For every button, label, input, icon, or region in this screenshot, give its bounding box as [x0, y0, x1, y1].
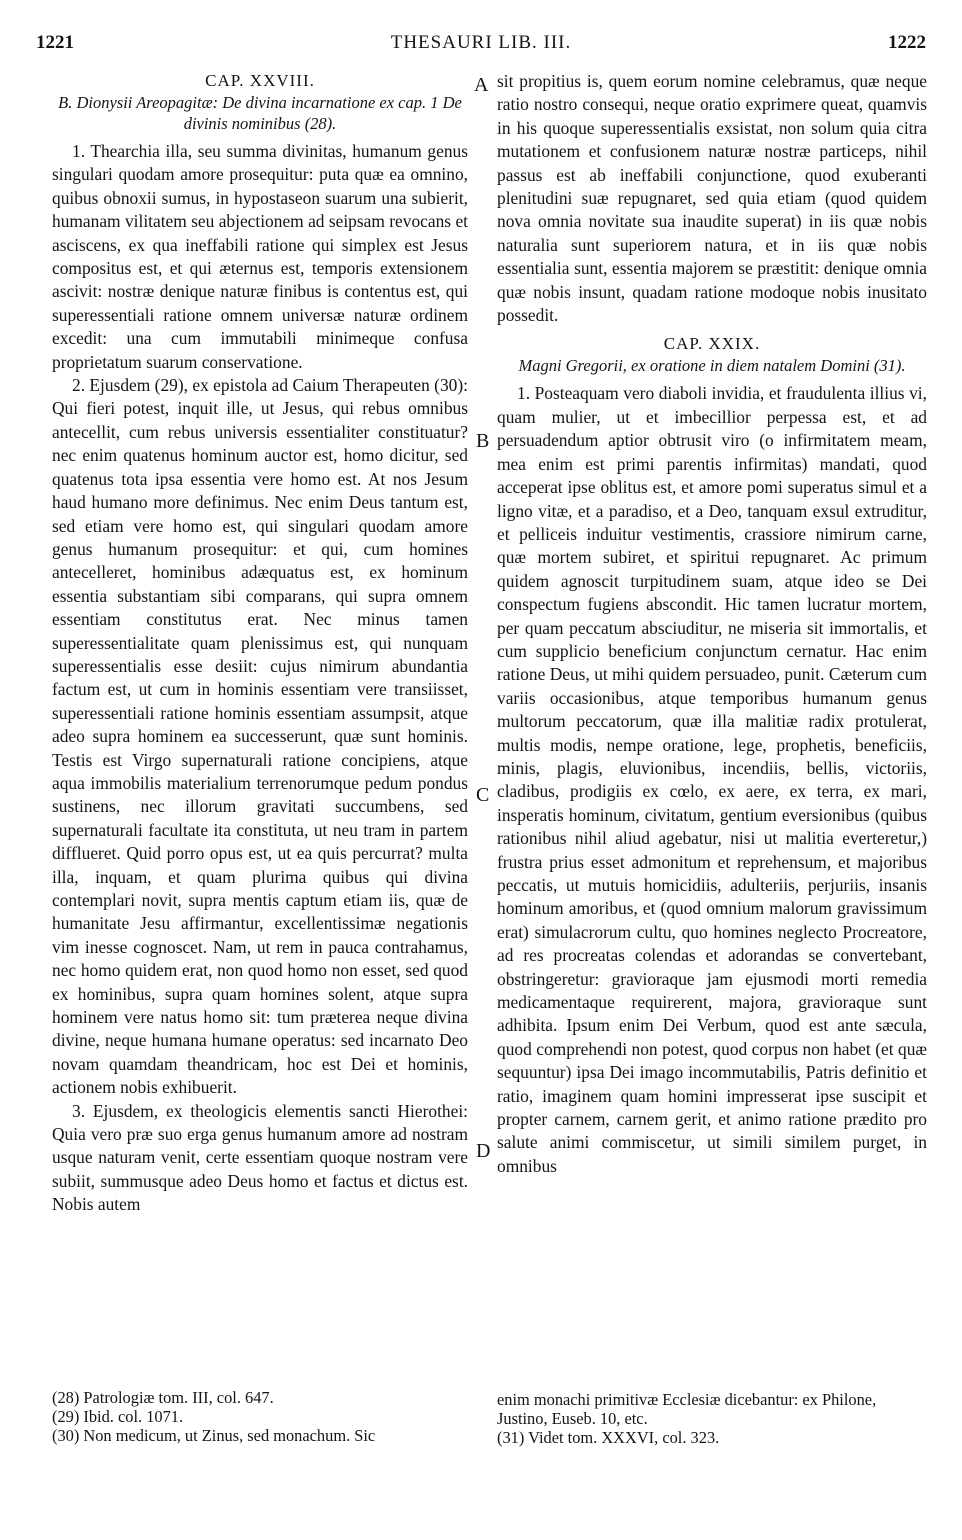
paragraph: 2. Ejusdem (29), ex epistola ad Caium Therapeuten (30): Qui fieri potest, inquit ille, ut Jesus, qui rebus omnibus antecellit, cum rebus universis essentialiter constituatur? nec enim quatenus hominum auctor est, homo dicitur, sed quatenus tota ipsa essentia vere homo est. At nos Jesum haud humano more definimus. Nec enim Deus tantum est, sed etiam vere homo est, qui singulari quodam amore genus humanum prosequitur: et qui, cum homines antecelleret, hominibus adæquatus est, ex hominum essentia substantiam sibi comparans, qui supra omnem essentiam constitutus erat. Nec minus tamen superessentialitate quam plenissimus est, qui nunquam superessentialis esse desiit: cujus nimirum abundantia factum est, ut cum in hominis essentiam vere transiisset, superessentiali ratione hominis essentiam assumpsit, atque adeo supra hominem ea successerunt, quæ sunt hominis. Testis est Virgo supernaturali ratione concipiens, atque aqua immobilis materialium terrenorumque pedum pondus sustinens, nec illorum gravitati succumbens, sed supernaturali facultate ita constituta, ut neu tram in partem difflueret. Quid porro opus est, ut ea quis percurrat? multa illa, inquam, et quam plurima quibus qui divina contemplari novit, supra mentis captum etiam iis, quæ de humanitate Jesu affirmantur, excellentissimæ negationis vim inesse cognoscet. Nam, ut rem in pauca contrahamus, nec homo quidem erat, non quod homo non esset, sed quod ex hominibus, supra quam homines solent, atque supra hominem vere natus homo sit: tum præterea neque divina divine, neque humana humane operatus: sed incarnato Deo novam quamdam theandricam, hoc est Dei et hominis, actionem nobis exhibuerit.	[52, 375, 468, 1098]
footnote: (30) Non medicum, ut Zinus, sed monachum. Sic	[52, 1426, 376, 1445]
chapter-heading: CAP. XXIX.	[663, 334, 761, 354]
chapter-heading: CAP. XXVIII.	[205, 71, 315, 90]
footnote: (28) Patrologiæ tom. III, col. 647.	[52, 1388, 274, 1407]
margin-marker-b: B	[476, 430, 490, 452]
left-footnotes	[52, 1388, 472, 1445]
footnote: (29) Ibid. col. 1071.	[52, 1407, 184, 1426]
left-page-number: 1221	[36, 32, 74, 53]
paragraph: 1. Posteaquam vero diaboli invidia, et fraudulenta illius vi, quam mulier, ut et imbecillior perpessa est, et ad persuadendum aptior obtrusit viro (o infirmitatem meam, mea enim est primi parentis infirmitas) mandati, quod acceperat ipse oblitus est, et amore pomi superatus simul et a ligno vitæ, et a paradiso, et a Deo, tanquam exsul extruditur, et pelliceis induitur vestimentis, crassiore nimirum carne, quæ mortem subiret, et spiritui repugnaret. Ac primum quidem agnoscit turpitudinem suam, atque ideo se Dei conspectum fugiens abscondit. Hic tamen lucratur mortem, per quam peccatum absciuditur, ne miseria sit immortalis, et cum supplicio beneficium conjunctum cernatur. Hac enim ratione Deus, ut mihi quidem persuadeo, punit. Cæterum cum variis occasionibus, atque temporibus humanum genus multorum peccatorum, quæ illa malitiæ radix protulerat, multis modis, nempe oratione, lege, prophetis, beneficiis, minis, plagis, eluvionibus, incendiis, bellis, victoriis, cladibus, prodigiis ex cœlo, ex aere, ex terra, ex mari, insperatis hominum, civitatum, gentium eversionibus (quibus rationibus nihil aliud agebatur, nisi ut malitia everteretur,) frustra prius esset admonitum et reprehensum, et majoribus peccatis, ut mutuis homicidiis, adulteriis, perjuriis, insanis hominum amoribus, et (quod omnium malorum gravissimum erat) simulacrorum cultu, quo homines neglecto Procreatore, ad res procreatas colendas et adorandas se convertebant, obstringeretur: gravioraque jam ejusmodi morti remedia medicamentaque requirerent, majora, gravioraque sunt adhibita. Ipsum enim Dei Verbum, quod est ante sæcula, quod comprehendi non potest, quod corpus non habet (et quæ sequuntur) ipsa Dei imago incommutabilis, Patris definitio et ratio, imaginem quam homini impresserat ipse suscipit et propter carnem, carnem gerit, et animo ratione prædito pro salute animi commiscetur, ut simili similem purget, in omnibus	[497, 383, 927, 1176]
running-title: THESAURI LIB. III.	[390, 32, 572, 53]
margin-marker-a: A	[474, 74, 489, 96]
right-column	[497, 70, 927, 1178]
left-column	[52, 70, 468, 1217]
margin-marker-c: C	[476, 784, 490, 806]
footnote: (31) Videt tom. XXXVI, col. 323.	[497, 1428, 720, 1447]
running-header	[36, 32, 926, 62]
margin-marker-d: D	[476, 1140, 491, 1162]
paragraph: 1. Thearchia illa, seu summa divinitas, humanum genus singulari quodam amore prosequitur: puta quæ ea omnino, quibus obnoxii sumus, in hypostaseon suarum una subierit, humanam vilitatem seu abjectionem ad seipsam revocans et asciscens, ex qua ineffabili ratione qui simplex est Jesus compositus est, et qui æternus est, temporis extensionem ascivit: nostræ denique naturæ finibus is contentus est, qui superessentiali ratione omnem universæ naturæ ordinem excedit: una cum immutabili minimeque confusa proprietatum suarum conservatione.	[52, 141, 468, 372]
chapter-subheading: B. Dionysii Areopagitæ: De divina incarnatione ex cap. 1 De divinis nominibus (28).	[58, 93, 462, 133]
right-footnotes	[497, 1390, 927, 1447]
chapter-subheading: Magni Gregorii, ex oratione in diem natalem Domini (31).	[518, 356, 906, 376]
footnote: enim monachi primitivæ Ecclesiæ dicebantur: ex Philone, Justino, Euseb. 10, etc.	[497, 1390, 877, 1428]
paragraph: 3. Ejusdem, ex theologicis elementis sancti Hierothei: Quia vero præ suo erga genus humanum amore ad nostram usque naturam venit, certe essentiam quoque nostram vere subiit, summusque adeo Deus homo et factus et dictus est. Nobis autem	[52, 1100, 468, 1215]
paragraph: sit propitius is, quem eorum nomine celebramus, quæ neque ratio nostro consequi, neque oratio exprimere queat, quamvis in his quoque superessentialis exsistat, non solum quia citra mutationem et confusionem naturæ nostræ particeps, nihil passus est ab ineffabili conjunctione, quod exuberanti plenitudini suæ repugnaret, sed quia etiam (quod quidem nova omnia novitate sua inaudite superat) in iis quæ nobis naturalia sunt superiorem natura, et in iis quæ nobis essentialia sunt, essentia majorem se præstitit: denique omnia quæ nobis insunt, quadam ratione modoque nobis inusitato possedit.	[497, 71, 927, 326]
right-page-number: 1222	[888, 32, 926, 53]
